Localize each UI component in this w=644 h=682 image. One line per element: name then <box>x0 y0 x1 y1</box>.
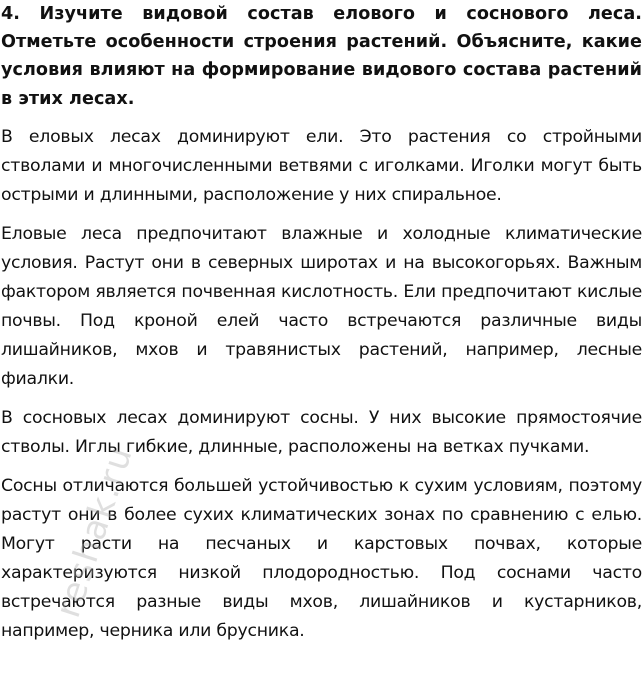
watermark: reshak.ru <box>48 440 142 623</box>
paragraph-pine-structure: В сосновых лесах доминируют сосны. У них высокие прямостоячие стволы. Иглы гибкие, длинные, расположены на ветках пучками. <box>1 407 642 457</box>
task-heading: 4. Изучите видовой состав елового и соснового леса. Отметьте особенности строения растений. Объясните, какие условия влияют на формирование видового состава растений в этих лесах. <box>1 4 642 109</box>
paragraph-spruce-structure: В еловых лесах доминируют ели. Это растения со стройными стволами и многочисленными ветвями с иголками. Иголки могут быть острыми и длинными, расположение у них спиральное. <box>1 126 642 205</box>
paragraph-spruce-conditions: Еловые леса предпочитают влажные и холодные климатические условия. Растут они в северных широтах и на высокогорьях. Важным фактором является почвенная кислотность. Ели предпочитают кислые почвы. Под кроной елей часто встречаются различные виды лишайников, мхов и травянистых растений, например, лесные фиалки. <box>1 223 642 389</box>
paragraph-pine-conditions: Сосны отличаются большей устойчивостью к сухим условиям, поэтому растут они в более сухих климатических зонах по сравнению с елью. Могут расти на песчаных и карстовых почвах, которые характеризуются низкой плодородностью. Под соснами часто встречаются разные виды мхов, лишайников и кустарников, например, черника или брусника. <box>1 475 642 641</box>
